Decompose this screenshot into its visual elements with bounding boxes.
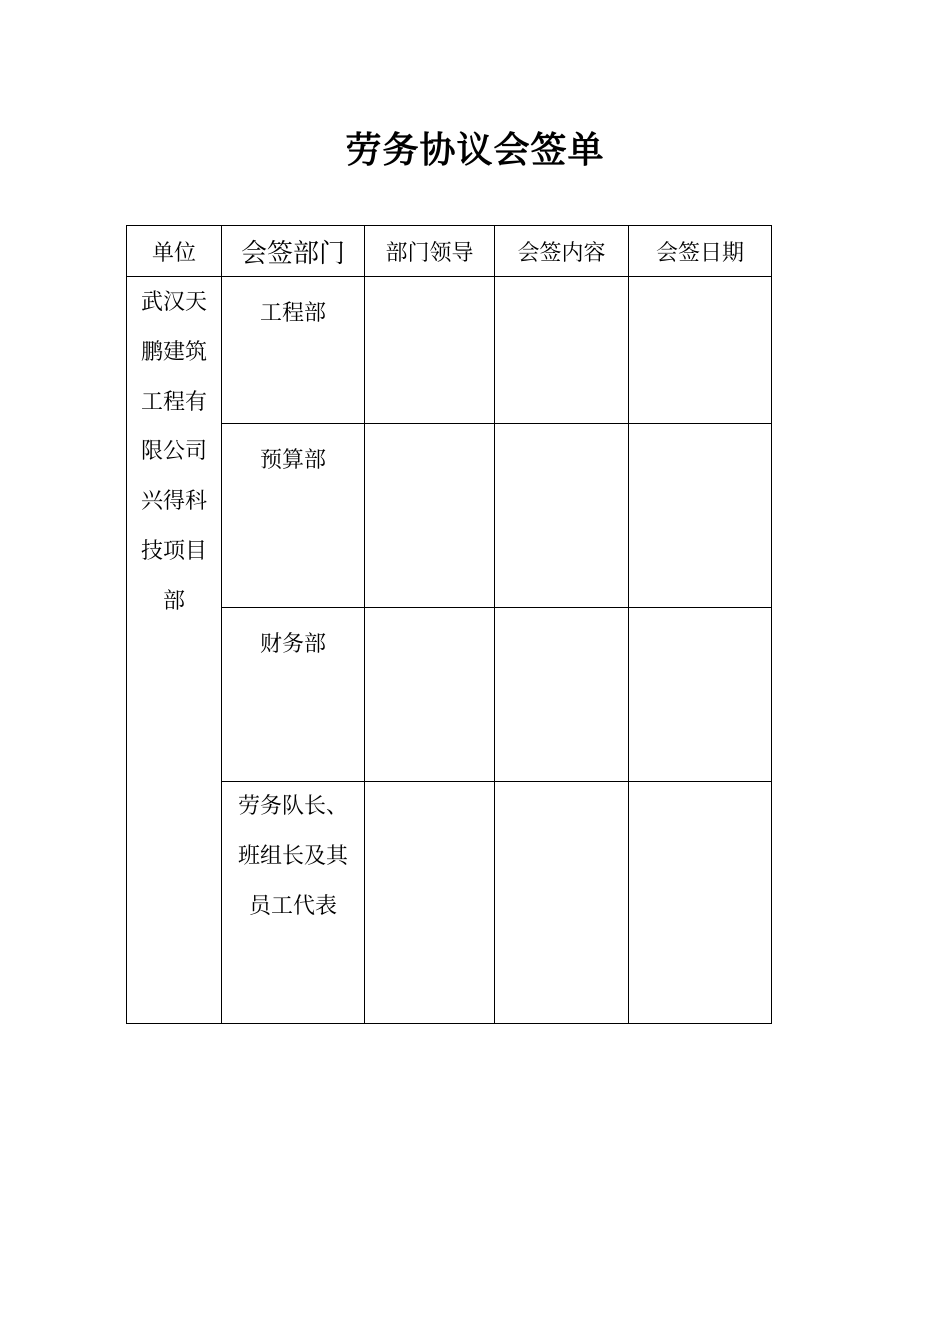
content-cell[interactable]: [495, 277, 629, 424]
leader-cell[interactable]: [365, 608, 495, 782]
content-cell[interactable]: [495, 782, 629, 1024]
unit-cell: [127, 277, 222, 1024]
date-cell[interactable]: [629, 782, 772, 1024]
date-cell[interactable]: [629, 608, 772, 782]
dept-name: 财务部: [259, 632, 326, 657]
table-row: [127, 608, 772, 782]
content-cell[interactable]: [495, 424, 629, 608]
leader-cell[interactable]: [365, 424, 495, 608]
date-cell[interactable]: [629, 424, 772, 608]
header-content: 会签内容: [495, 226, 629, 277]
date-cell[interactable]: [629, 277, 772, 424]
dept-name: 工程部: [259, 301, 326, 326]
dept-cell: [222, 277, 365, 424]
dept-name: 预算部: [259, 448, 326, 473]
header-leader: 部门领导: [365, 226, 495, 277]
table-row: [127, 424, 772, 608]
dept-name: 劳务队长、班组长及其员工代表: [238, 794, 349, 919]
dept-cell: [222, 782, 365, 1024]
leader-cell[interactable]: [365, 782, 495, 1024]
leader-cell[interactable]: [365, 277, 495, 424]
table-header-row: [127, 226, 772, 277]
header-unit: 单位: [127, 226, 222, 277]
content-cell[interactable]: [495, 608, 629, 782]
table-row: [127, 277, 772, 424]
dept-cell: [222, 424, 365, 608]
countersign-table: [126, 225, 772, 1024]
dept-cell: [222, 608, 365, 782]
document-title: 劳务协议会签单: [345, 130, 605, 171]
header-dept: 会签部门: [222, 226, 365, 277]
unit-name: 武汉天鹏建筑工程有限公司兴得科技项目部: [140, 290, 207, 614]
header-date: 会签日期: [629, 226, 772, 277]
table-row: [127, 782, 772, 1024]
